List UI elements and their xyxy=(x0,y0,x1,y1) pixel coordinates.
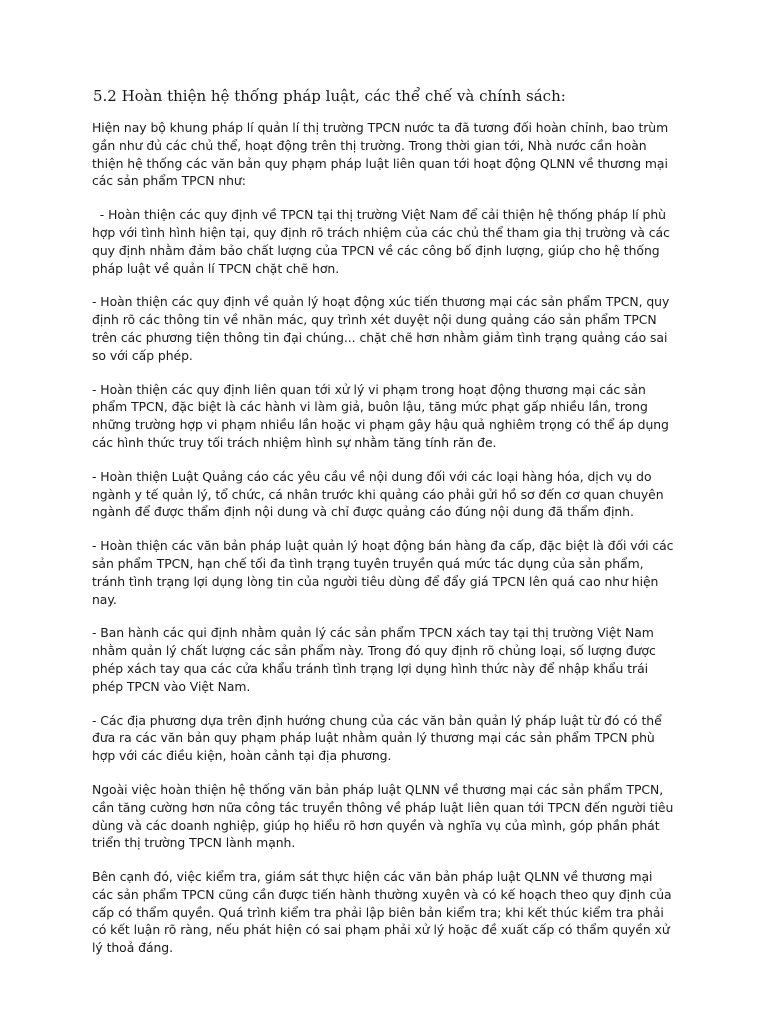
paragraph-bullet-5: - Hoàn thiện các văn bản pháp luật quản lý hoạt động bán hàng đa cấp, đặc biệt là đối với các sản phẩm TPCN, hạn chế tối đa tình trạng tuyên truyền quá mức tác dụng của sản phẩm, tránh tình trạng lợi dụng lòng tin của người tiêu dùng để đẩy giá TPCN lên quá cao như hiện nay. xyxy=(92,538,674,607)
paragraph-intro: Hiện nay bộ khung pháp lí quản lí thị trường TPCN nước ta đã tương đối hoàn chỉnh, bao trùm gần như đủ các chủ thể, hoạt động trên thị trường. Trong thời gian tới, Nhà nước cần hoàn thiện hệ thống các văn bản quy phạm pháp luật liên quan tới hoạt động QLNN về thương mại các sản phẩm TPCN như: xyxy=(92,120,669,189)
paragraph-bullet-4: - Hoàn thiện Luật Quảng cáo các yêu cầu về nội dung đối với các loại hàng hóa, dịch vụ do ngành y tế quản lý, tổ chức, cá nhân trước khi quảng cáo phải gửi hồ sơ đến cơ quan chuyên ngành để được thẩm định nội dung và chỉ được quảng cáo đúng nội dung đã thẩm định. xyxy=(92,468,664,520)
paragraph-inspection: Bên cạnh đó, việc kiểm tra, giám sát thực hiện các văn bản pháp luật QLNN về thương mại các sản phẩm TPCN cũng cần được tiến hành thường xuyên và có kế hoạch theo quy định của cấp có thẩm quyền. Quá trình kiểm tra phải lập biên bản kiểm tra; khi kết thúc kiểm tra phải có kết luận rõ ràng, nếu phát hiện có sai phạm phải xử lý hoặc đề xuất cấp có thẩm quyền xử lý thoả đáng. xyxy=(92,869,672,956)
paragraph-bullet-6: - Ban hành các qui định nhằm quản lý các sản phẩm TPCN xách tay tại thị trường Việt Nam nhằm quản lý chất lượng các sản phẩm này. Trong đó quy định rõ chủng loại, số lượng được phép xách tay qua các cửa khẩu tránh tình trạng lợi dụng hình thức này để nhập khẩu trái phép TPCN vào Việt Nam. xyxy=(92,625,656,694)
paragraph-communication: Ngoài việc hoàn thiện hệ thống văn bản pháp luật QLNN về thương mại các sản phẩm TPCN, cần tăng cường hơn nữa công tác truyền thông về pháp luật liên quan tới TPCN đến người tiêu dùng và các doanh nghiệp, giúp họ hiểu rõ hơn quyền và nghĩa vụ của mình, góp phần phát triển thị trường TPCN lành mạnh. xyxy=(92,781,674,851)
paragraph-bullet-2: - Hoàn thiện các quy định về quản lý hoạt động xúc tiến thương mại các sản phẩm TPCN, quy định rõ các thông tin về nhãn mác, quy trình xét duyệt nội dung quảng cáo sản phẩm TPCN trên các phương tiện thông tin đại chúng... chặt chẽ hơn nhằm giảm tình trạng quảng cáo sai so với cấp phép. xyxy=(92,294,670,363)
paragraph-bullet-1: - Hoàn thiện các quy định về TPCN tại thị trường Việt Nam để cải thiện hệ thống pháp lí phù hợp với tình hình hiện tại, quy định rõ trách nhiệm của các chủ thể tham gia thị trường và các quy định nhằm đảm bảo chất lượng của TPCN về các công bố định lượng, giúp cho hệ thống pháp luật về quản lí TPCN chặt chẽ hơn. xyxy=(92,207,674,276)
paragraph-bullet-7: - Các địa phương dựa trên định hướng chung của các văn bản quản lý pháp luật từ đó có thể đưa ra các văn bản quy phạm pháp luật nhằm quản lý thương mại các sản phẩm TPCN phù hợp với các điều kiện, hoàn cảnh tại địa phương. xyxy=(92,712,662,764)
paragraph-bullet-3: - Hoàn thiện các quy định liên quan tới xử lý vi phạm trong hoạt động thương mại các sản phẩm TPCN, đặc biệt là các hành vi làm giả, buôn lậu, tăng mức phạt gấp nhiều lần, trong những trường hợp vi phạm nhiều lần hoặc vi phạm gây hậu quả nghiêm trọng có thể áp dụng các hình thức truy tối trách nhiệm hình sự nhằm tăng tính răn đe. xyxy=(92,381,669,450)
section-heading: 5.2 Hoàn thiện hệ thống pháp luật, các thể chế và chính sách: xyxy=(93,87,566,105)
